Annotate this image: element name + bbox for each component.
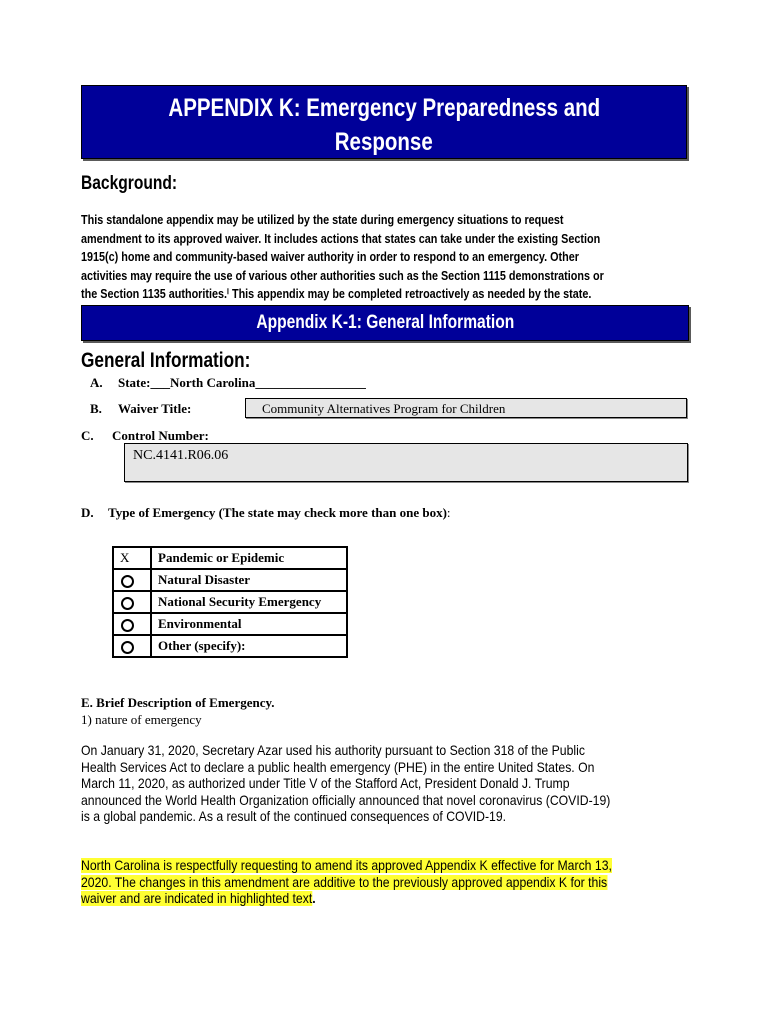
highlighted-line: 2020. The changes in this amendment are additive to the previously approved appendix K for this xyxy=(81,874,608,890)
emergency-type-label: Type of Emergency (The state may check more than one box) xyxy=(108,505,447,520)
period: . xyxy=(312,891,316,906)
background-heading: Background: xyxy=(81,173,178,194)
other-label: Other (specify): xyxy=(151,635,347,657)
table-row xyxy=(113,547,347,569)
description-line: On January 31, 2020, Secretary Azar used his authority pursuant to Section 318 of the Public xyxy=(81,743,585,758)
background-line: 1915(c) home and community-based waiver authority in order to respond to an emergency. Other xyxy=(81,249,579,264)
emergency-type-colon: : xyxy=(446,505,451,520)
state-row xyxy=(90,375,366,391)
emergency-type-letter: D. xyxy=(81,505,94,520)
emergency-type-table xyxy=(112,546,348,658)
general-info-heading: General Information: xyxy=(81,349,251,372)
waiver-title-row xyxy=(90,401,192,417)
environmental-label: Environmental xyxy=(151,613,347,635)
background-line: amendment to its approved waiver. It includes actions that states can take under the existing Section xyxy=(81,230,601,246)
background-text xyxy=(81,211,684,304)
title-line-2: Response xyxy=(335,128,433,156)
state-letter: A. xyxy=(90,375,103,390)
control-number-field[interactable]: NC.4141.R06.06 xyxy=(124,443,688,482)
waiver-title-letter: B. xyxy=(90,401,102,416)
amendment-request xyxy=(81,858,612,908)
title-line-1: APPENDIX K: Emergency Preparedness and xyxy=(168,94,600,122)
waiver-title-field[interactable]: Community Alternatives Program for Children xyxy=(245,398,687,418)
table-row xyxy=(113,591,347,613)
highlighted-line: North Carolina is respectfully requesting to amend its approved Appendix K effective for March 13, xyxy=(81,858,612,873)
emergency-type-row xyxy=(81,505,451,521)
control-number-label: Control Number: xyxy=(112,428,209,443)
table-row xyxy=(113,613,347,635)
description-line: announced the World Health Organization officially announced that novel coronavirus (COVID-19) xyxy=(81,792,611,808)
table-row xyxy=(113,635,347,657)
pandemic-label: Pandemic or Epidemic xyxy=(151,547,347,569)
background-line: activities may require the use of various other authorities such as the Section 1115 demonstrations or xyxy=(81,267,604,283)
table-row xyxy=(113,569,347,591)
control-number-letter: C. xyxy=(81,428,94,443)
state-field: State:___North Carolina_________________ xyxy=(118,375,366,390)
natural-disaster-radio[interactable] xyxy=(121,575,134,588)
description-line: is a global pandemic. As a result of the continued consequences of COVID-19. xyxy=(81,809,507,824)
waiver-title-label: Waiver Title: xyxy=(118,401,192,416)
appendix-title-banner xyxy=(81,85,687,159)
pandemic-check[interactable]: X xyxy=(113,547,151,569)
emergency-description xyxy=(81,743,610,826)
national-security-radio[interactable] xyxy=(121,597,134,610)
description-line: Health Services Act to declare a public health emergency (PHE) in the entire United States. On xyxy=(81,759,595,775)
highlighted-line: waiver and are indicated in highlighted text xyxy=(81,891,313,906)
nature-of-emergency-label: 1) nature of emergency xyxy=(81,712,202,727)
natural-disaster-label: Natural Disaster xyxy=(151,569,347,591)
other-radio[interactable] xyxy=(121,641,134,654)
background-line: This standalone appendix may be utilized by the state during emergency situations to request xyxy=(81,212,564,227)
description-line: March 11, 2020, as authorized under Title V of the Stafford Act, President Donald J. Trump xyxy=(81,776,570,791)
national-security-label: National Security Emergency xyxy=(151,591,347,613)
control-number-row xyxy=(81,428,209,444)
brief-description-heading: E. Brief Description of Emergency. xyxy=(81,695,275,710)
background-line: the Section 1135 authorities.ⁱ This appendix may be completed retroactively as needed by the state. xyxy=(81,286,592,301)
environmental-radio[interactable] xyxy=(121,619,134,632)
general-info-banner xyxy=(81,305,689,341)
general-info-banner-label: Appendix K-1: General Information xyxy=(256,312,514,333)
